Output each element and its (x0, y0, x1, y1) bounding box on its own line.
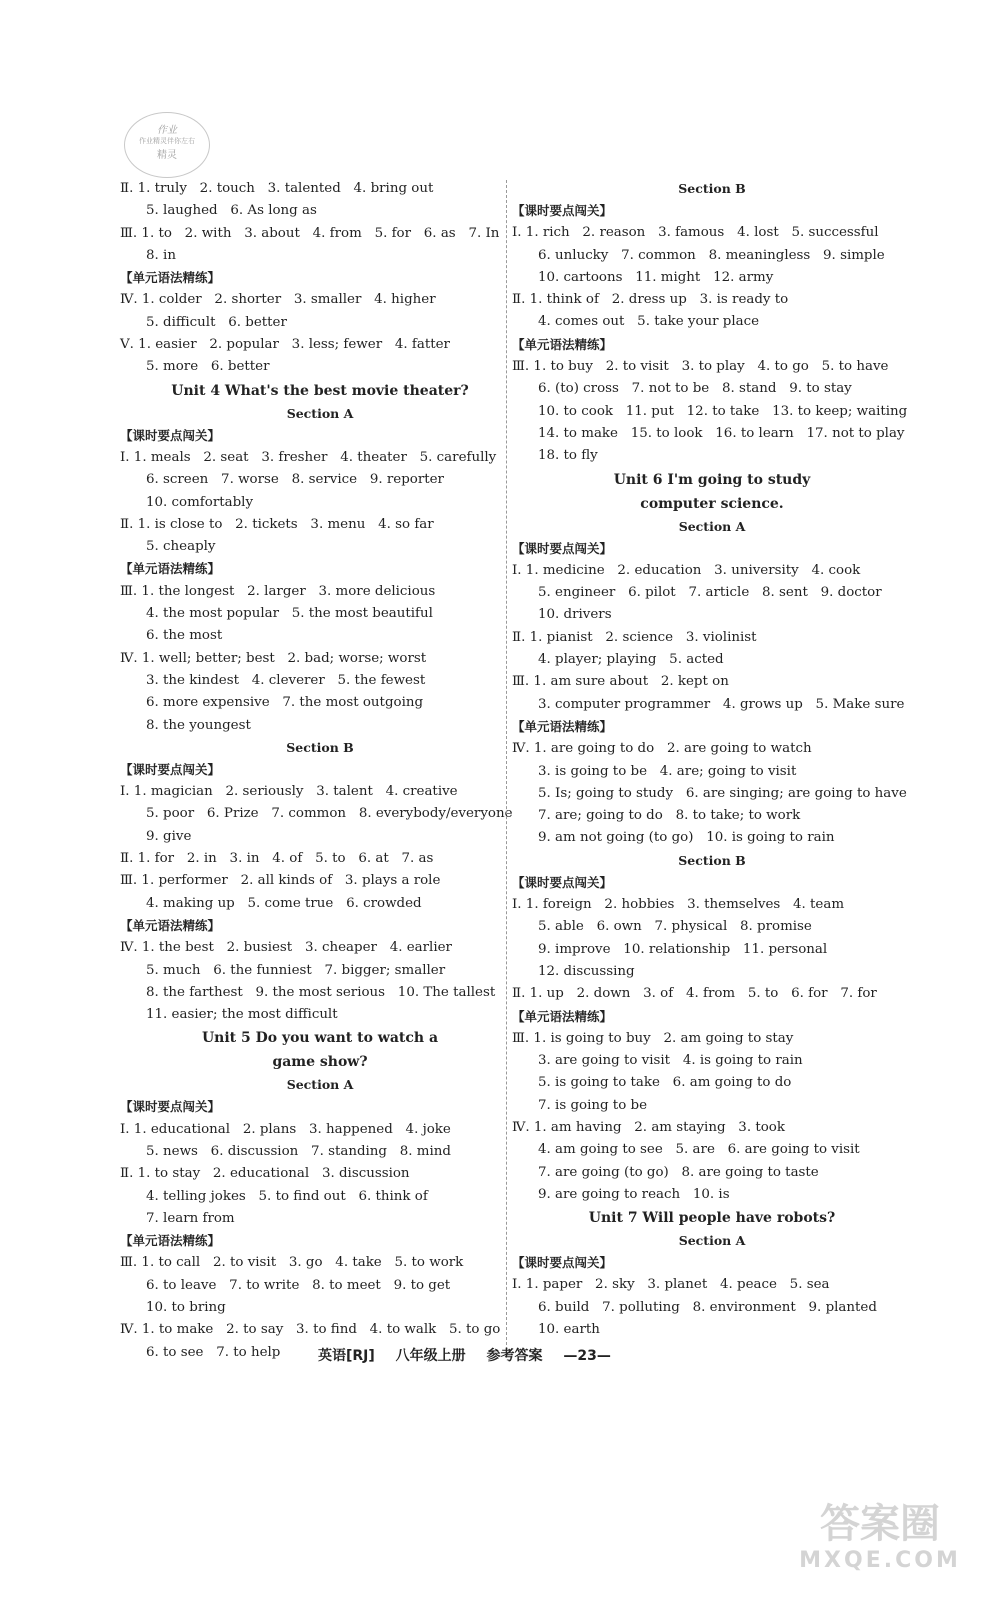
answer-line: 4. comes out 5. take your place (538, 314, 760, 330)
stamp-line3: 精灵 (157, 150, 177, 161)
answer-line: 4. making up 5. come true 6. crowded (146, 895, 422, 911)
exercise-heading: 【单元语法精练】 (512, 336, 613, 352)
answer-line: 6. build 7. polluting 8. environment 9. planted (538, 1299, 877, 1315)
answer-line: 3. computer programmer 4. grows up 5. Make sure (538, 696, 905, 712)
answer-line: 6. (to) cross 7. not to be 8. stand 9. to stay (538, 381, 852, 397)
answer-line: Ⅲ. 1. am sure about 2. kept on (512, 674, 729, 690)
answer-line: Ⅳ. 1. the best 2. busiest 3. cheaper 4. earlier (120, 940, 452, 956)
exercise-heading: 【课时要点闯关】 (120, 1099, 221, 1115)
answer-line: 5. able 6. own 7. physical 8. promise (538, 919, 812, 935)
answer-line: Ⅰ. 1. rich 2. reason 3. famous 4. lost 5. successful (512, 225, 879, 241)
column-divider (506, 180, 507, 1350)
answer-line: 7. is going to be (538, 1097, 648, 1113)
answer-line: 3. the kindest 4. cleverer 5. the fewest (146, 672, 426, 688)
answer-line: 5. is going to take 6. am going to do (538, 1075, 792, 1091)
answer-line: Ⅲ. 1. to 2. with 3. about 4. from 5. for 6. as 7. In (120, 225, 500, 241)
answer-line: 9. give (146, 828, 192, 844)
answer-line: Ⅳ. 1. colder 2. shorter 3. smaller 4. higher (120, 292, 436, 308)
section-title: Section A (286, 1077, 354, 1093)
answer-line: 12. discussing (538, 963, 635, 979)
answer-line: 5. poor 6. Prize 7. common 8. everybody/everyone (146, 806, 513, 822)
footer-label: 参考答案 (486, 1348, 543, 1364)
exercise-heading: 【单元语法精练】 (120, 1233, 221, 1249)
left-column (120, 178, 520, 1364)
answer-line: Ⅱ. 1. for 2. in 3. in 4. of 5. to 6. at 7. as (120, 851, 434, 867)
answer-line: 10. to bring (146, 1300, 226, 1316)
answer-line: 4. the most popular 5. the most beautiful (146, 606, 433, 622)
answer-line: 10. cartoons 11. might 12. army (538, 269, 774, 285)
answer-line: Ⅱ. 1. truly 2. touch 3. talented 4. bring out (120, 181, 434, 196)
stamp-line2: 作业精灵伴你左右 (139, 137, 195, 145)
answer-line: 6. to see 7. to help (146, 1344, 281, 1360)
answer-line: Ⅱ. 1. think of 2. dress up 3. is ready to (512, 292, 789, 308)
answer-line: 6. to leave 7. to write 8. to meet 9. to get (146, 1277, 451, 1293)
section-title: Section A (678, 518, 746, 534)
answer-line: Ⅱ. 1. up 2. down 3. of 4. from 5. to 6. for 7. for (512, 986, 877, 1002)
answer-line: 8. in (146, 247, 176, 263)
unit-title: computer science. (640, 495, 784, 512)
right-column (512, 178, 912, 1341)
exercise-heading: 【单元语法精练】 (512, 1008, 613, 1024)
answer-line: 7. are going (to go) 8. are going to taste (538, 1164, 819, 1180)
exercise-heading: 【课时要点闯关】 (512, 874, 613, 890)
answer-line: 3. is going to be 4. are; going to visit (538, 763, 797, 779)
answer-line: 10. comfortably (146, 494, 254, 510)
answer-line: Ⅰ. 1. medicine 2. education 3. university 4. cook (512, 562, 861, 578)
answer-line: Ⅳ. 1. are going to do 2. are going to watch (512, 741, 812, 757)
exercise-heading: 【单元语法精练】 (120, 917, 221, 933)
unit-title: Unit 5 Do you want to watch a (201, 1030, 439, 1047)
watermark-line1: 答案圈 (820, 1501, 940, 1547)
answer-line: 5. cheaply (146, 539, 216, 555)
answer-line: 4. am going to see 5. are 6. are going to visit (538, 1142, 860, 1158)
page-footer (318, 1345, 627, 1365)
answer-line: 5. Is; going to study 6. are singing; are going to have (538, 785, 907, 801)
answer-line: 18. to fly (538, 448, 598, 464)
answer-line: 8. the farthest 9. the most serious 10. The tallest (146, 984, 496, 1000)
answer-line: 10. to cook 11. put 12. to take 13. to keep; waiting (538, 403, 908, 419)
answer-line: 7. learn from (146, 1210, 235, 1226)
unit-title: Unit 4 What's the best movie theater? (171, 382, 469, 399)
answer-line: 10. drivers (538, 607, 612, 623)
answer-line: Ⅰ. 1. meals 2. seat 3. fresher 4. theater 5. carefully (120, 449, 497, 465)
answer-line: 3. are going to visit 4. is going to rain (538, 1053, 803, 1069)
answer-line: Ⅱ. 1. is close to 2. tickets 3. menu 4. so far (120, 516, 434, 532)
answer-line: 6. screen 7. worse 8. service 9. reporter (146, 472, 444, 488)
answer-line: 6. the most (146, 628, 223, 644)
answer-line: 11. easier; the most difficult (146, 1007, 338, 1023)
answer-line: Ⅳ. 1. to make 2. to say 3. to find 4. to walk 5. to go (120, 1322, 501, 1338)
answer-line: 7. are; going to do 8. to take; to work (538, 808, 801, 824)
answer-line: Ⅱ. 1. pianist 2. science 3. violinist (512, 629, 757, 645)
answer-line: Ⅲ. 1. to buy 2. to visit 3. to play 4. to go 5. to have (512, 359, 889, 375)
answer-line: Ⅰ. 1. paper 2. sky 3. planet 4. peace 5. sea (512, 1277, 830, 1293)
unit-title: game show? (272, 1054, 368, 1071)
answer-line: 5. news 6. discussion 7. standing 8. mind (146, 1143, 451, 1159)
answer-line: 9. are going to reach 10. is (538, 1186, 730, 1202)
answer-line: 6. more expensive 7. the most outgoing (146, 695, 424, 711)
section-title: Section A (678, 1233, 746, 1249)
section-title: Section B (678, 181, 746, 196)
section-title: Section B (286, 739, 354, 755)
answer-line: 9. am not going (to go) 10. is going to rain (538, 830, 835, 846)
answer-line: Ⅲ. 1. is going to buy 2. am going to stay (512, 1030, 794, 1046)
answer-line: Ⅲ. 1. performer 2. all kinds of 3. plays a role (120, 873, 441, 889)
unit-title: Unit 6 I'm going to study (613, 471, 811, 488)
answer-line: 5. more 6. better (146, 359, 270, 375)
answer-line: Ⅴ. 1. easier 2. popular 3. less; fewer 4. fatter (120, 337, 450, 353)
answer-line: 8. the youngest (146, 717, 251, 733)
answer-line: 6. unlucky 7. common 8. meaningless 9. simple (538, 247, 885, 263)
exercise-heading: 【课时要点闯关】 (120, 427, 221, 443)
answer-line: Ⅰ. 1. educational 2. plans 3. happened 4. joke (120, 1121, 451, 1137)
answer-line: 4. telling jokes 5. to find out 6. think of (146, 1188, 428, 1204)
answer-line: 5. much 6. the funniest 7. bigger; smaller (146, 962, 446, 978)
answer-line: 5. difficult 6. better (146, 314, 287, 330)
answer-line: 4. player; playing 5. acted (538, 652, 724, 668)
footer-subject: 英语[RJ] (318, 1348, 375, 1364)
answer-line: Ⅲ. 1. to call 2. to visit 3. go 4. take 5. to work (120, 1255, 464, 1271)
exercise-heading: 【课时要点闯关】 (512, 1255, 613, 1271)
answer-line: 14. to make 15. to look 16. to learn 17. not to play (538, 425, 905, 441)
watermark-line2: MXQE.COM (799, 1548, 961, 1573)
page-number: —23— (563, 1348, 611, 1364)
footer-grade: 八年级上册 (395, 1348, 466, 1364)
section-title: Section A (286, 405, 354, 421)
section-title: Section B (678, 852, 746, 868)
answer-line: Ⅳ. 1. well; better; best 2. bad; worse; worst (120, 650, 427, 666)
answer-line: Ⅳ. 1. am having 2. am staying 3. took (512, 1119, 785, 1135)
answer-line: 10. earth (538, 1322, 600, 1338)
unit-title: Unit 7 Will people have robots? (588, 1210, 836, 1227)
answer-line: Ⅲ. 1. the longest 2. larger 3. more delicious (120, 583, 436, 599)
exercise-heading: 【单元语法精练】 (120, 270, 221, 286)
stamp-logo (124, 112, 210, 178)
stamp-line1: 作业 (157, 125, 177, 136)
answer-line: 9. improve 10. relationship 11. personal (538, 941, 828, 957)
exercise-heading: 【课时要点闯关】 (512, 203, 613, 218)
watermark-logo (780, 1500, 980, 1580)
answer-line: Ⅰ. 1. magician 2. seriously 3. talent 4. creative (120, 784, 458, 800)
answer-line: 5. engineer 6. pilot 7. article 8. sent 9. doctor (538, 585, 882, 601)
answer-line: Ⅰ. 1. foreign 2. hobbies 3. themselves 4. team (512, 897, 845, 913)
answer-line: 5. laughed 6. As long as (146, 203, 317, 219)
answer-line: Ⅱ. 1. to stay 2. educational 3. discussion (120, 1166, 410, 1182)
exercise-heading: 【课时要点闯关】 (512, 540, 613, 556)
exercise-heading: 【单元语法精练】 (120, 561, 221, 577)
exercise-heading: 【单元语法精练】 (512, 718, 613, 734)
exercise-heading: 【课时要点闯关】 (120, 761, 221, 777)
